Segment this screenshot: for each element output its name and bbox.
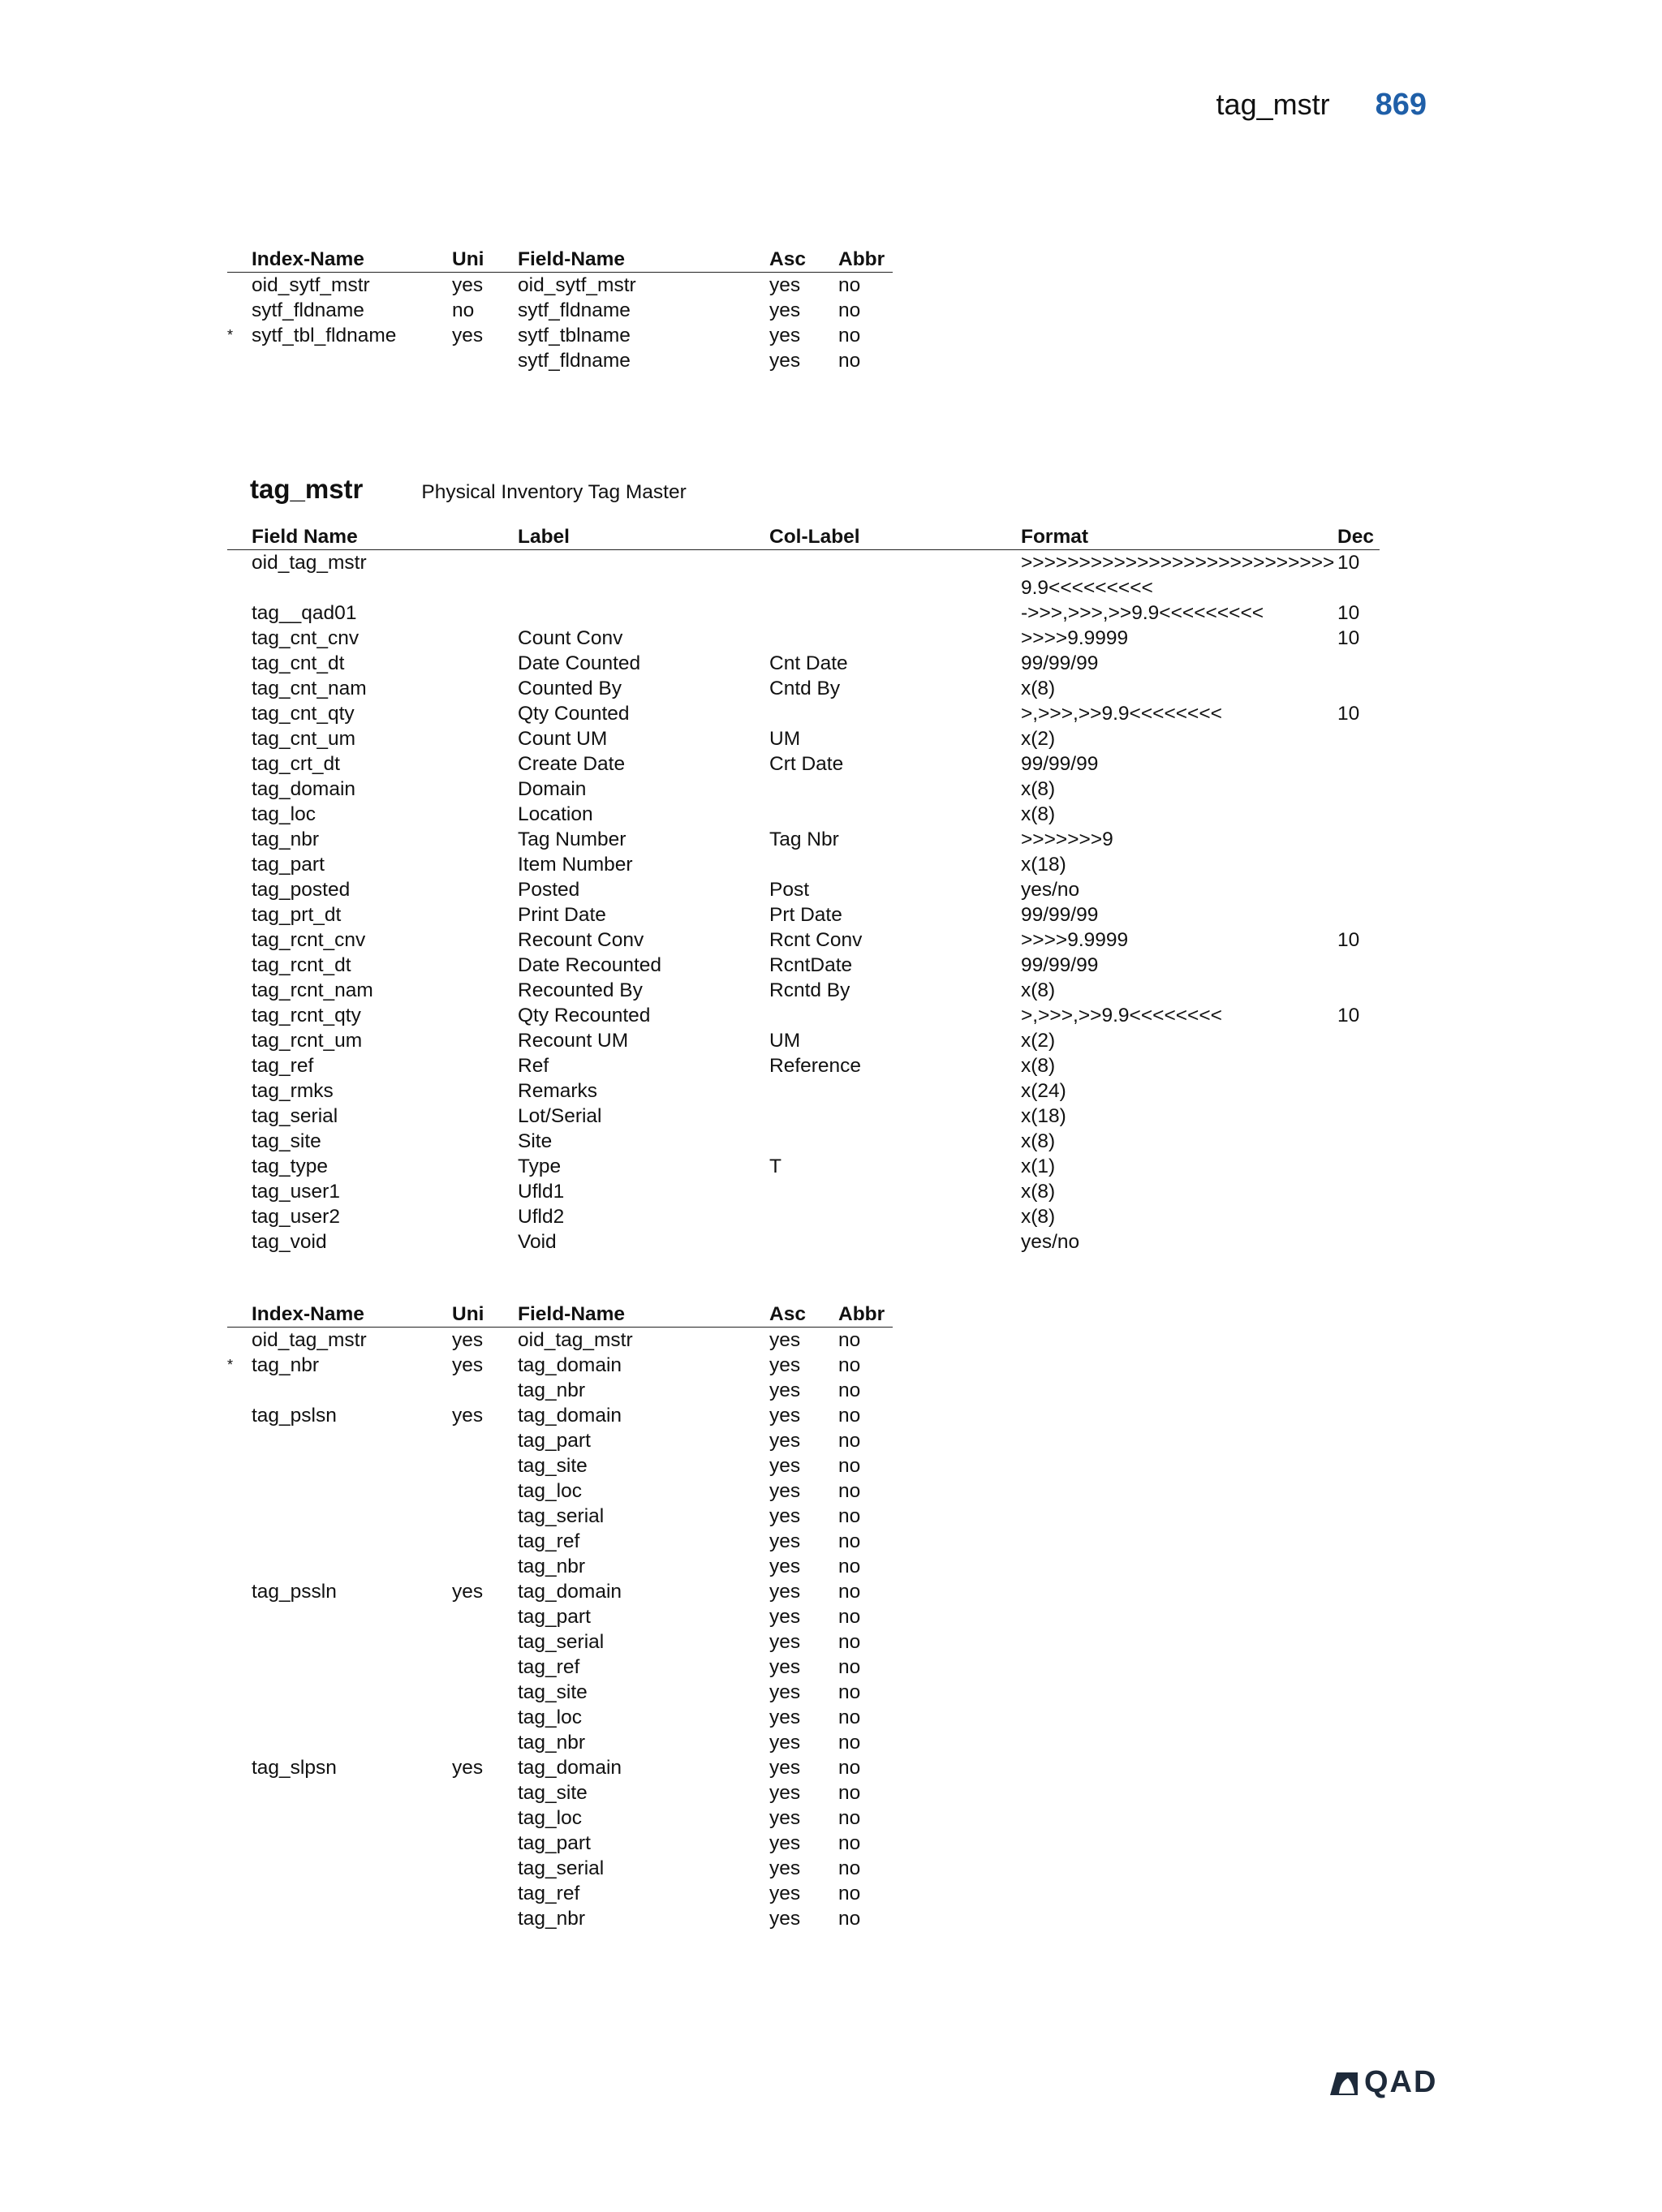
- table-row: [227, 1906, 893, 1931]
- ascending-cell: yes: [769, 1782, 801, 1804]
- field-name-cell: tag_site: [518, 1782, 588, 1804]
- abbreviated-cell: no: [838, 299, 861, 321]
- field-name-cell: tag_domain: [518, 1405, 622, 1427]
- field-name-cell: oid_tag_mstr: [518, 1329, 633, 1351]
- label-cell: Count Conv: [518, 627, 623, 649]
- field-name-cell: tag_cnt_um: [252, 728, 356, 750]
- table-row: [227, 550, 1380, 600]
- field-name-cell: tag_domain: [518, 1581, 622, 1603]
- table-row: [227, 802, 1380, 827]
- table-row: [227, 1378, 893, 1403]
- col-label-cell: Reference: [769, 1055, 862, 1077]
- field-name-cell: tag_part: [518, 1430, 591, 1452]
- field-name-cell: tag_part: [518, 1606, 591, 1628]
- table-row: [227, 1680, 893, 1705]
- field-name-cell: tag_nbr: [518, 1379, 586, 1401]
- abbreviated-cell: no: [838, 1832, 861, 1854]
- field-name-cell: tag_rcnt_cnv: [252, 929, 366, 951]
- field-name-cell: tag_user2: [252, 1206, 340, 1228]
- field-name-cell: tag_void: [252, 1231, 327, 1253]
- decimals-cell: 10: [1337, 1005, 1360, 1026]
- table-row: [227, 726, 1380, 751]
- ascending-cell: yes: [769, 1379, 801, 1401]
- format-cell: 99/99/99: [1021, 652, 1099, 674]
- table-row: [227, 1554, 893, 1579]
- format-cell: >,>>>,>>9.9<<<<<<<<: [1021, 703, 1222, 725]
- ascending-cell: yes: [769, 299, 801, 321]
- primary-index-marker: *: [227, 327, 234, 343]
- format-cell: >,>>>,>>9.9<<<<<<<<: [1021, 1005, 1222, 1026]
- abbreviated-cell: no: [838, 1556, 861, 1577]
- table-row: [227, 1831, 893, 1856]
- column-header: Abbr: [838, 248, 885, 270]
- ascending-cell: yes: [769, 1354, 801, 1376]
- table-row: [227, 1629, 893, 1655]
- format-cell: x(8): [1021, 1055, 1056, 1077]
- col-label-cell: Rcntd By: [769, 979, 850, 1001]
- field-name-cell: tag_rcnt_um: [252, 1030, 363, 1052]
- table-row: [227, 600, 1380, 626]
- field-name-cell: tag_domain: [518, 1757, 622, 1779]
- abbreviated-cell: no: [838, 274, 861, 296]
- table-row: [227, 1204, 1380, 1229]
- table-header-row: [227, 247, 893, 273]
- format-cell: x(18): [1021, 854, 1066, 876]
- field-name-cell: tag_serial: [518, 1857, 605, 1879]
- label-cell: Site: [518, 1130, 553, 1152]
- qad-logo: [1328, 2065, 1437, 2100]
- ascending-cell: yes: [769, 1430, 801, 1452]
- table-row: [227, 1705, 893, 1730]
- unique-cell: yes: [452, 1757, 484, 1779]
- table-row: [227, 1504, 893, 1529]
- index-name-cell: tag_slpsn: [252, 1757, 337, 1779]
- format-cell: x(8): [1021, 979, 1056, 1001]
- field-name-cell: tag_ref: [252, 1055, 314, 1077]
- col-label-cell: Tag Nbr: [769, 828, 839, 850]
- table-row: [227, 1353, 893, 1378]
- table-row: [227, 323, 893, 348]
- ascending-cell: yes: [769, 1908, 801, 1930]
- field-name-cell: tag_nbr: [518, 1732, 586, 1754]
- column-header: Field Name: [252, 526, 358, 548]
- label-cell: Ufld1: [518, 1181, 565, 1203]
- label-cell: Remarks: [518, 1080, 598, 1102]
- format-cell: yes/no: [1021, 879, 1080, 901]
- ascending-cell: yes: [769, 1883, 801, 1904]
- table-row: [227, 751, 1380, 777]
- label-cell: Type: [518, 1155, 562, 1177]
- ascending-cell: yes: [769, 1455, 801, 1477]
- ascending-cell: yes: [769, 1757, 801, 1779]
- field-name-cell: tag_rcnt_nam: [252, 979, 373, 1001]
- table-row: [227, 877, 1380, 902]
- unique-cell: yes: [452, 1329, 484, 1351]
- field-name-cell: tag_nbr: [518, 1556, 586, 1577]
- abbreviated-cell: no: [838, 350, 861, 372]
- table-row: [227, 676, 1380, 701]
- unique-cell: yes: [452, 274, 484, 296]
- label-cell: Create Date: [518, 753, 626, 775]
- label-cell: Qty Recounted: [518, 1005, 651, 1026]
- format-cell: 99/99/99: [1021, 954, 1099, 976]
- table-row: [227, 1078, 1380, 1104]
- index-name-cell: oid_tag_mstr: [252, 1329, 367, 1351]
- field-name-cell: tag_crt_dt: [252, 753, 340, 775]
- index-name-cell: tag_pssln: [252, 1581, 337, 1603]
- column-header: Col-Label: [769, 526, 860, 548]
- col-label-cell: Cnt Date: [769, 652, 848, 674]
- ascending-cell: yes: [769, 274, 801, 296]
- label-cell: Domain: [518, 778, 587, 800]
- ascending-cell: yes: [769, 1631, 801, 1653]
- col-label-cell: T: [769, 1155, 781, 1177]
- ascending-cell: yes: [769, 1732, 801, 1754]
- format-cell: x(24): [1021, 1080, 1066, 1102]
- format-cell: x(8): [1021, 803, 1056, 825]
- column-header: Uni: [452, 248, 484, 270]
- table-row: [227, 1154, 1380, 1179]
- table-row: [227, 1003, 1380, 1028]
- label-cell: Ref: [518, 1055, 549, 1077]
- field-name-cell: tag_posted: [252, 879, 351, 901]
- abbreviated-cell: no: [838, 1379, 861, 1401]
- unique-cell: yes: [452, 1354, 484, 1376]
- col-label-cell: UM: [769, 1030, 801, 1052]
- format-cell: >>>>9.9999: [1021, 929, 1129, 951]
- ascending-cell: yes: [769, 1405, 801, 1427]
- abbreviated-cell: no: [838, 1782, 861, 1804]
- table-row: [227, 1129, 1380, 1154]
- column-header: Index-Name: [252, 248, 364, 270]
- format-cell: x(8): [1021, 678, 1056, 699]
- label-cell: Counted By: [518, 678, 622, 699]
- label-cell: Date Recounted: [518, 954, 662, 976]
- ascending-cell: yes: [769, 1857, 801, 1879]
- col-label-cell: RcntDate: [769, 954, 853, 976]
- abbreviated-cell: no: [838, 1455, 861, 1477]
- field-name-cell: oid_tag_mstr: [252, 552, 367, 574]
- field-table: [227, 524, 1380, 1254]
- field-name-cell: tag_cnt_dt: [252, 652, 345, 674]
- column-header: Label: [518, 526, 570, 548]
- abbreviated-cell: no: [838, 1732, 861, 1754]
- field-name-cell: tag_cnt_nam: [252, 678, 367, 699]
- field-name-cell: oid_sytf_mstr: [518, 274, 636, 296]
- index-table-sytf: [227, 247, 893, 373]
- table-row: [227, 701, 1380, 726]
- field-name-cell: sytf_fldname: [518, 299, 631, 321]
- column-header: Index-Name: [252, 1303, 364, 1325]
- label-cell: Lot/Serial: [518, 1105, 602, 1127]
- field-name-cell: tag_part: [518, 1832, 591, 1854]
- ascending-cell: yes: [769, 1480, 801, 1502]
- format-cell: >>>>9.9999: [1021, 627, 1129, 649]
- table-row: [227, 1428, 893, 1453]
- field-name-cell: tag_cnt_qty: [252, 703, 355, 725]
- column-header: Format: [1021, 526, 1089, 548]
- ascending-cell: yes: [769, 1807, 801, 1829]
- field-name-cell: tag_nbr: [252, 828, 320, 850]
- table-section-title: [250, 474, 687, 505]
- table-row: [227, 1179, 1380, 1204]
- abbreviated-cell: no: [838, 1606, 861, 1628]
- abbreviated-cell: no: [838, 1430, 861, 1452]
- col-label-cell: Prt Date: [769, 904, 842, 926]
- field-name-cell: tag_nbr: [518, 1908, 586, 1930]
- primary-index-marker: *: [227, 1357, 234, 1373]
- table-row: [227, 651, 1380, 676]
- column-header: Uni: [452, 1303, 484, 1325]
- label-cell: Location: [518, 803, 593, 825]
- ascending-cell: yes: [769, 1581, 801, 1603]
- ascending-cell: yes: [769, 1505, 801, 1527]
- table-row: [227, 1529, 893, 1554]
- decimals-cell: 10: [1337, 602, 1360, 624]
- field-name-cell: tag_ref: [518, 1530, 580, 1552]
- field-name-cell: tag_serial: [518, 1631, 605, 1653]
- table-row: [227, 1229, 1380, 1254]
- table-name: tag_mstr: [250, 474, 364, 504]
- label-cell: Tag Number: [518, 828, 626, 850]
- table-row: [227, 852, 1380, 877]
- abbreviated-cell: no: [838, 1505, 861, 1527]
- field-name-cell: tag_serial: [518, 1505, 605, 1527]
- qad-logo-icon: [1328, 2069, 1359, 2097]
- field-name-cell: tag_loc: [518, 1706, 583, 1728]
- table-row: [227, 1453, 893, 1478]
- ascending-cell: yes: [769, 1656, 801, 1678]
- label-cell: Count UM: [518, 728, 608, 750]
- col-label-cell: Post: [769, 879, 810, 901]
- label-cell: Recount UM: [518, 1030, 629, 1052]
- format-cell: x(8): [1021, 1130, 1056, 1152]
- decimals-cell: 10: [1337, 703, 1360, 725]
- index-name-cell: sytf_fldname: [252, 299, 364, 321]
- abbreviated-cell: no: [838, 1631, 861, 1653]
- abbreviated-cell: no: [838, 1656, 861, 1678]
- table-row: [227, 1478, 893, 1504]
- abbreviated-cell: no: [838, 1883, 861, 1904]
- label-cell: Ufld2: [518, 1206, 565, 1228]
- column-header: Asc: [769, 248, 806, 270]
- ascending-cell: yes: [769, 350, 801, 372]
- abbreviated-cell: no: [838, 1329, 861, 1351]
- field-name-cell: tag_part: [252, 854, 325, 876]
- table-row: [227, 827, 1380, 852]
- table-row: [227, 1579, 893, 1604]
- ascending-cell: yes: [769, 1329, 801, 1351]
- table-row: [227, 1604, 893, 1629]
- format-cell: 99/99/99: [1021, 753, 1099, 775]
- label-cell: Print Date: [518, 904, 606, 926]
- label-cell: Posted: [518, 879, 580, 901]
- table-row: [227, 298, 893, 323]
- label-cell: Recounted By: [518, 979, 643, 1001]
- field-name-cell: tag_site: [252, 1130, 321, 1152]
- abbreviated-cell: no: [838, 1581, 861, 1603]
- table-row: [227, 1028, 1380, 1053]
- col-label-cell: Crt Date: [769, 753, 844, 775]
- field-name-cell: tag_loc: [518, 1807, 583, 1829]
- abbreviated-cell: no: [838, 1480, 861, 1502]
- field-name-cell: sytf_tblname: [518, 325, 631, 346]
- index-name-cell: sytf_tbl_fldname: [252, 325, 397, 346]
- table-row: [227, 273, 893, 298]
- ascending-cell: yes: [769, 1606, 801, 1628]
- field-name-cell: tag__qad01: [252, 602, 357, 624]
- column-header: Field-Name: [518, 1303, 626, 1325]
- field-name-cell: tag_ref: [518, 1883, 580, 1904]
- label-cell: Qty Counted: [518, 703, 630, 725]
- abbreviated-cell: no: [838, 1354, 861, 1376]
- table-row: [227, 777, 1380, 802]
- field-name-cell: tag_rcnt_dt: [252, 954, 351, 976]
- running-header: [1216, 88, 1427, 123]
- format-cell: x(2): [1021, 1030, 1056, 1052]
- index-name-cell: tag_pslsn: [252, 1405, 337, 1427]
- logo-text: QAD: [1364, 2065, 1438, 2099]
- running-header-title: tag_mstr: [1216, 88, 1330, 121]
- column-header: Asc: [769, 1303, 806, 1325]
- abbreviated-cell: no: [838, 1857, 861, 1879]
- unique-cell: yes: [452, 1581, 484, 1603]
- table-row: [227, 1881, 893, 1906]
- format-cell: x(18): [1021, 1105, 1066, 1127]
- field-name-cell: tag_rcnt_qty: [252, 1005, 361, 1026]
- label-cell: Date Counted: [518, 652, 641, 674]
- field-name-cell: sytf_fldname: [518, 350, 631, 372]
- field-name-cell: tag_domain: [518, 1354, 622, 1376]
- abbreviated-cell: no: [838, 1757, 861, 1779]
- page-number: 869: [1375, 88, 1427, 122]
- format-cell: ->>>,>>>,>>9.9<<<<<<<<<: [1021, 602, 1264, 624]
- decimals-cell: 10: [1337, 627, 1360, 649]
- table-row: [227, 348, 893, 373]
- decimals-cell: 10: [1337, 552, 1360, 574]
- column-header: Abbr: [838, 1303, 885, 1325]
- field-name-cell: tag_rmks: [252, 1080, 334, 1102]
- table-row: [227, 1053, 1380, 1078]
- col-label-cell: Rcnt Conv: [769, 929, 863, 951]
- index-name-cell: tag_nbr: [252, 1354, 320, 1376]
- format-cell: x(8): [1021, 1206, 1056, 1228]
- unique-cell: yes: [452, 325, 484, 346]
- field-name-cell: tag_loc: [518, 1480, 583, 1502]
- table-header-row: [227, 524, 1380, 550]
- field-name-cell: tag_prt_dt: [252, 904, 342, 926]
- table-row: [227, 1856, 893, 1881]
- label-cell: Recount Conv: [518, 929, 644, 951]
- unique-cell: yes: [452, 1405, 484, 1427]
- format-cell: x(8): [1021, 778, 1056, 800]
- table-row: [227, 1403, 893, 1428]
- table-row: [227, 953, 1380, 978]
- index-name-cell: oid_sytf_mstr: [252, 274, 370, 296]
- ascending-cell: yes: [769, 1706, 801, 1728]
- field-name-cell: tag_site: [518, 1455, 588, 1477]
- field-name-cell: tag_ref: [518, 1656, 580, 1678]
- col-label-cell: Cntd By: [769, 678, 841, 699]
- ascending-cell: yes: [769, 1556, 801, 1577]
- index-table-tag: [227, 1302, 893, 1931]
- decimals-cell: 10: [1337, 929, 1360, 951]
- ascending-cell: yes: [769, 325, 801, 346]
- format-cell: yes/no: [1021, 1231, 1080, 1253]
- table-header-row: [227, 1302, 893, 1328]
- field-name-cell: tag_cnt_cnv: [252, 627, 360, 649]
- field-name-cell: tag_domain: [252, 778, 356, 800]
- abbreviated-cell: no: [838, 1530, 861, 1552]
- field-name-cell: tag_type: [252, 1155, 328, 1177]
- format-cell: >>>>>>>>>>>>>>>>>>>>>>>>>>>9.9<<<<<<<<<: [1021, 552, 1335, 599]
- abbreviated-cell: no: [838, 1681, 861, 1703]
- format-cell: x(8): [1021, 1181, 1056, 1203]
- column-header: Dec: [1337, 526, 1374, 548]
- table-row: [227, 1730, 893, 1755]
- ascending-cell: yes: [769, 1832, 801, 1854]
- field-name-cell: tag_serial: [252, 1105, 338, 1127]
- abbreviated-cell: no: [838, 1706, 861, 1728]
- table-row: [227, 902, 1380, 927]
- abbreviated-cell: no: [838, 1908, 861, 1930]
- unique-cell: no: [452, 299, 475, 321]
- table-description: Physical Inventory Tag Master: [421, 481, 687, 503]
- label-cell: Item Number: [518, 854, 633, 876]
- field-name-cell: tag_site: [518, 1681, 588, 1703]
- field-name-cell: tag_user1: [252, 1181, 340, 1203]
- label-cell: Void: [518, 1231, 557, 1253]
- table-row: [227, 1805, 893, 1831]
- column-header: Field-Name: [518, 248, 626, 270]
- format-cell: 99/99/99: [1021, 904, 1099, 926]
- table-row: [227, 927, 1380, 953]
- format-cell: x(1): [1021, 1155, 1056, 1177]
- abbreviated-cell: no: [838, 325, 861, 346]
- table-row: [227, 626, 1380, 651]
- col-label-cell: UM: [769, 728, 801, 750]
- format-cell: >>>>>>>9: [1021, 828, 1113, 850]
- field-name-cell: tag_loc: [252, 803, 316, 825]
- format-cell: x(2): [1021, 728, 1056, 750]
- table-row: [227, 978, 1380, 1003]
- table-row: [227, 1328, 893, 1353]
- table-row: [227, 1655, 893, 1680]
- abbreviated-cell: no: [838, 1807, 861, 1829]
- table-row: [227, 1104, 1380, 1129]
- table-row: [227, 1780, 893, 1805]
- ascending-cell: yes: [769, 1681, 801, 1703]
- ascending-cell: yes: [769, 1530, 801, 1552]
- table-row: [227, 1755, 893, 1780]
- abbreviated-cell: no: [838, 1405, 861, 1427]
